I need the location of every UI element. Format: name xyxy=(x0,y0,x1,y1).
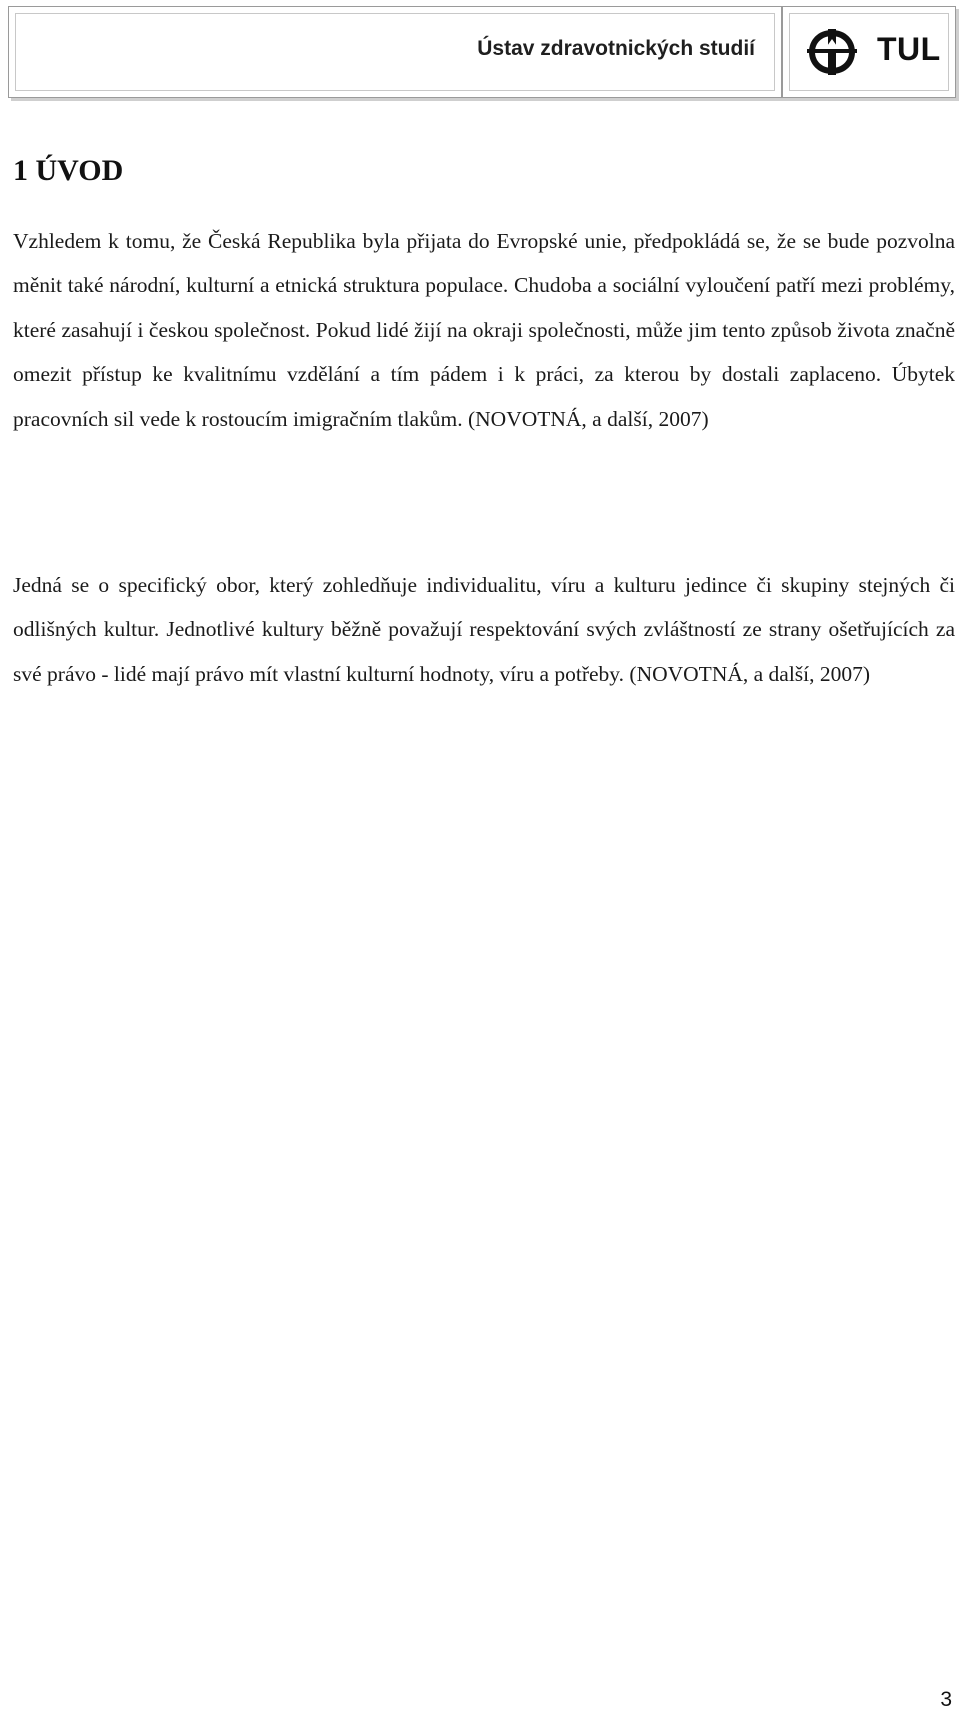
page-header xyxy=(6,4,956,100)
tul-logo-icon xyxy=(805,27,859,77)
page-number: 3 xyxy=(940,1688,952,1711)
paragraph-1: Vzhledem k tomu, že Česká Republika byla přijata do Evropské unie, předpokládá se, že se bude pozvolna měnit také národní, kulturní a etnická struktura populace. Chudoba a sociální vyloučení patří mezi problémy, které zasahují i českou společnost. Pokud lidé žijí na okraji společnosti, může jim tento způsob života značně omezit přístup ke kvalitnímu vzdělání a tím pádem i k práci, za kterou by dostali zaplaceno. Úbytek pracovních sil vede k rostoucím imigračním tlakům. (NOVOTNÁ, a další, 2007) xyxy=(13,229,955,431)
header-title-box xyxy=(8,6,782,98)
header-title: Ústav zdravotnických studií xyxy=(477,37,755,60)
paragraph-2: Jedná se o specifický obor, který zohledňuje individualitu, víru a kulturu jedince či skupiny stejných či odlišných kultur. Jednotlivé kultury běžně považují respektování svých zvláštností ze strany ošetřujících za své právo - lidé mají právo mít vlastní kulturní hodnoty, víru a potřeby. (NOVOTNÁ, a další, 2007) xyxy=(13,573,955,686)
tul-logo-text: TUL xyxy=(877,31,941,67)
section-heading: 1 ÚVOD xyxy=(13,154,124,187)
header-logo-box xyxy=(782,6,956,98)
